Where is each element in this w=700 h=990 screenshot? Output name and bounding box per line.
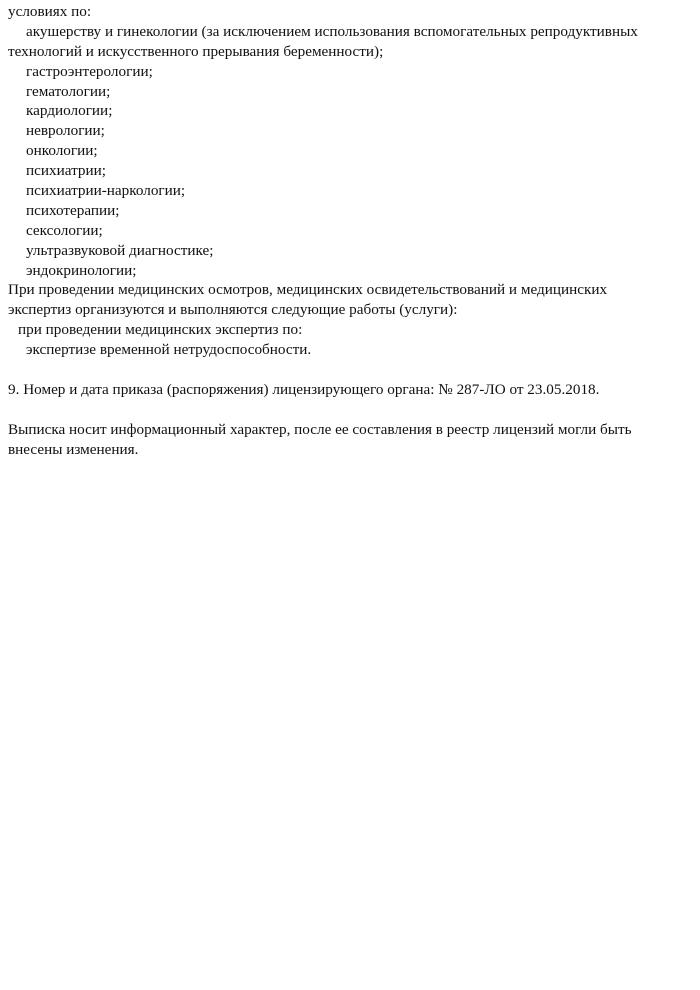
exams-paragraph-line-1: При проведении медицинских осмотров, медицинских освидетельствований и медицинских	[8, 281, 608, 299]
specialty-item: сексологии;	[26, 221, 103, 239]
order-number-line: 9. Номер и дата приказа (распоряжения) лицензирующего органа: № 287-ЛО от 23.05.2018.	[8, 380, 600, 398]
notice-line-2: внесены изменения.	[8, 440, 139, 458]
specialty-item: онкологии;	[26, 142, 98, 160]
expertise-heading: при проведении медицинских экспертиз по:	[18, 321, 303, 339]
specialty-item: гастроэнтерологии;	[26, 62, 153, 80]
notice-line-1: Выписка носит информационный характер, после ее составления в реестр лицензий могли быть	[8, 420, 632, 438]
specialty-item-obstetrics: акушерству и гинекологии (за исключением использования вспомогательных репродуктивных	[26, 22, 638, 40]
blank-line	[8, 400, 696, 420]
exams-paragraph-line-2: экспертиз организуются и выполняются следующие работы (услуги):	[8, 301, 458, 319]
specialties-list	[8, 22, 696, 281]
expertise-item: экспертизе временной нетрудоспособности.	[26, 341, 312, 359]
specialty-item: кардиологии;	[26, 102, 113, 120]
specialty-item: психиатрии-наркологии;	[26, 182, 186, 200]
intro-tail-text: условиях по:	[8, 3, 92, 20]
blank-line	[8, 360, 696, 380]
specialty-item: психотерапии;	[26, 201, 120, 219]
specialty-item-obstetrics-cont: технологий и искусственного прерывания беременности);	[8, 42, 384, 60]
specialty-item: психиатрии;	[26, 162, 106, 180]
specialty-item: гематологии;	[26, 82, 111, 100]
license-extract-page	[8, 2, 696, 459]
specialty-item: ультразвуковой диагностике;	[26, 241, 214, 259]
specialty-item: неврологии;	[26, 122, 105, 140]
specialty-item: эндокринологии;	[26, 261, 137, 279]
